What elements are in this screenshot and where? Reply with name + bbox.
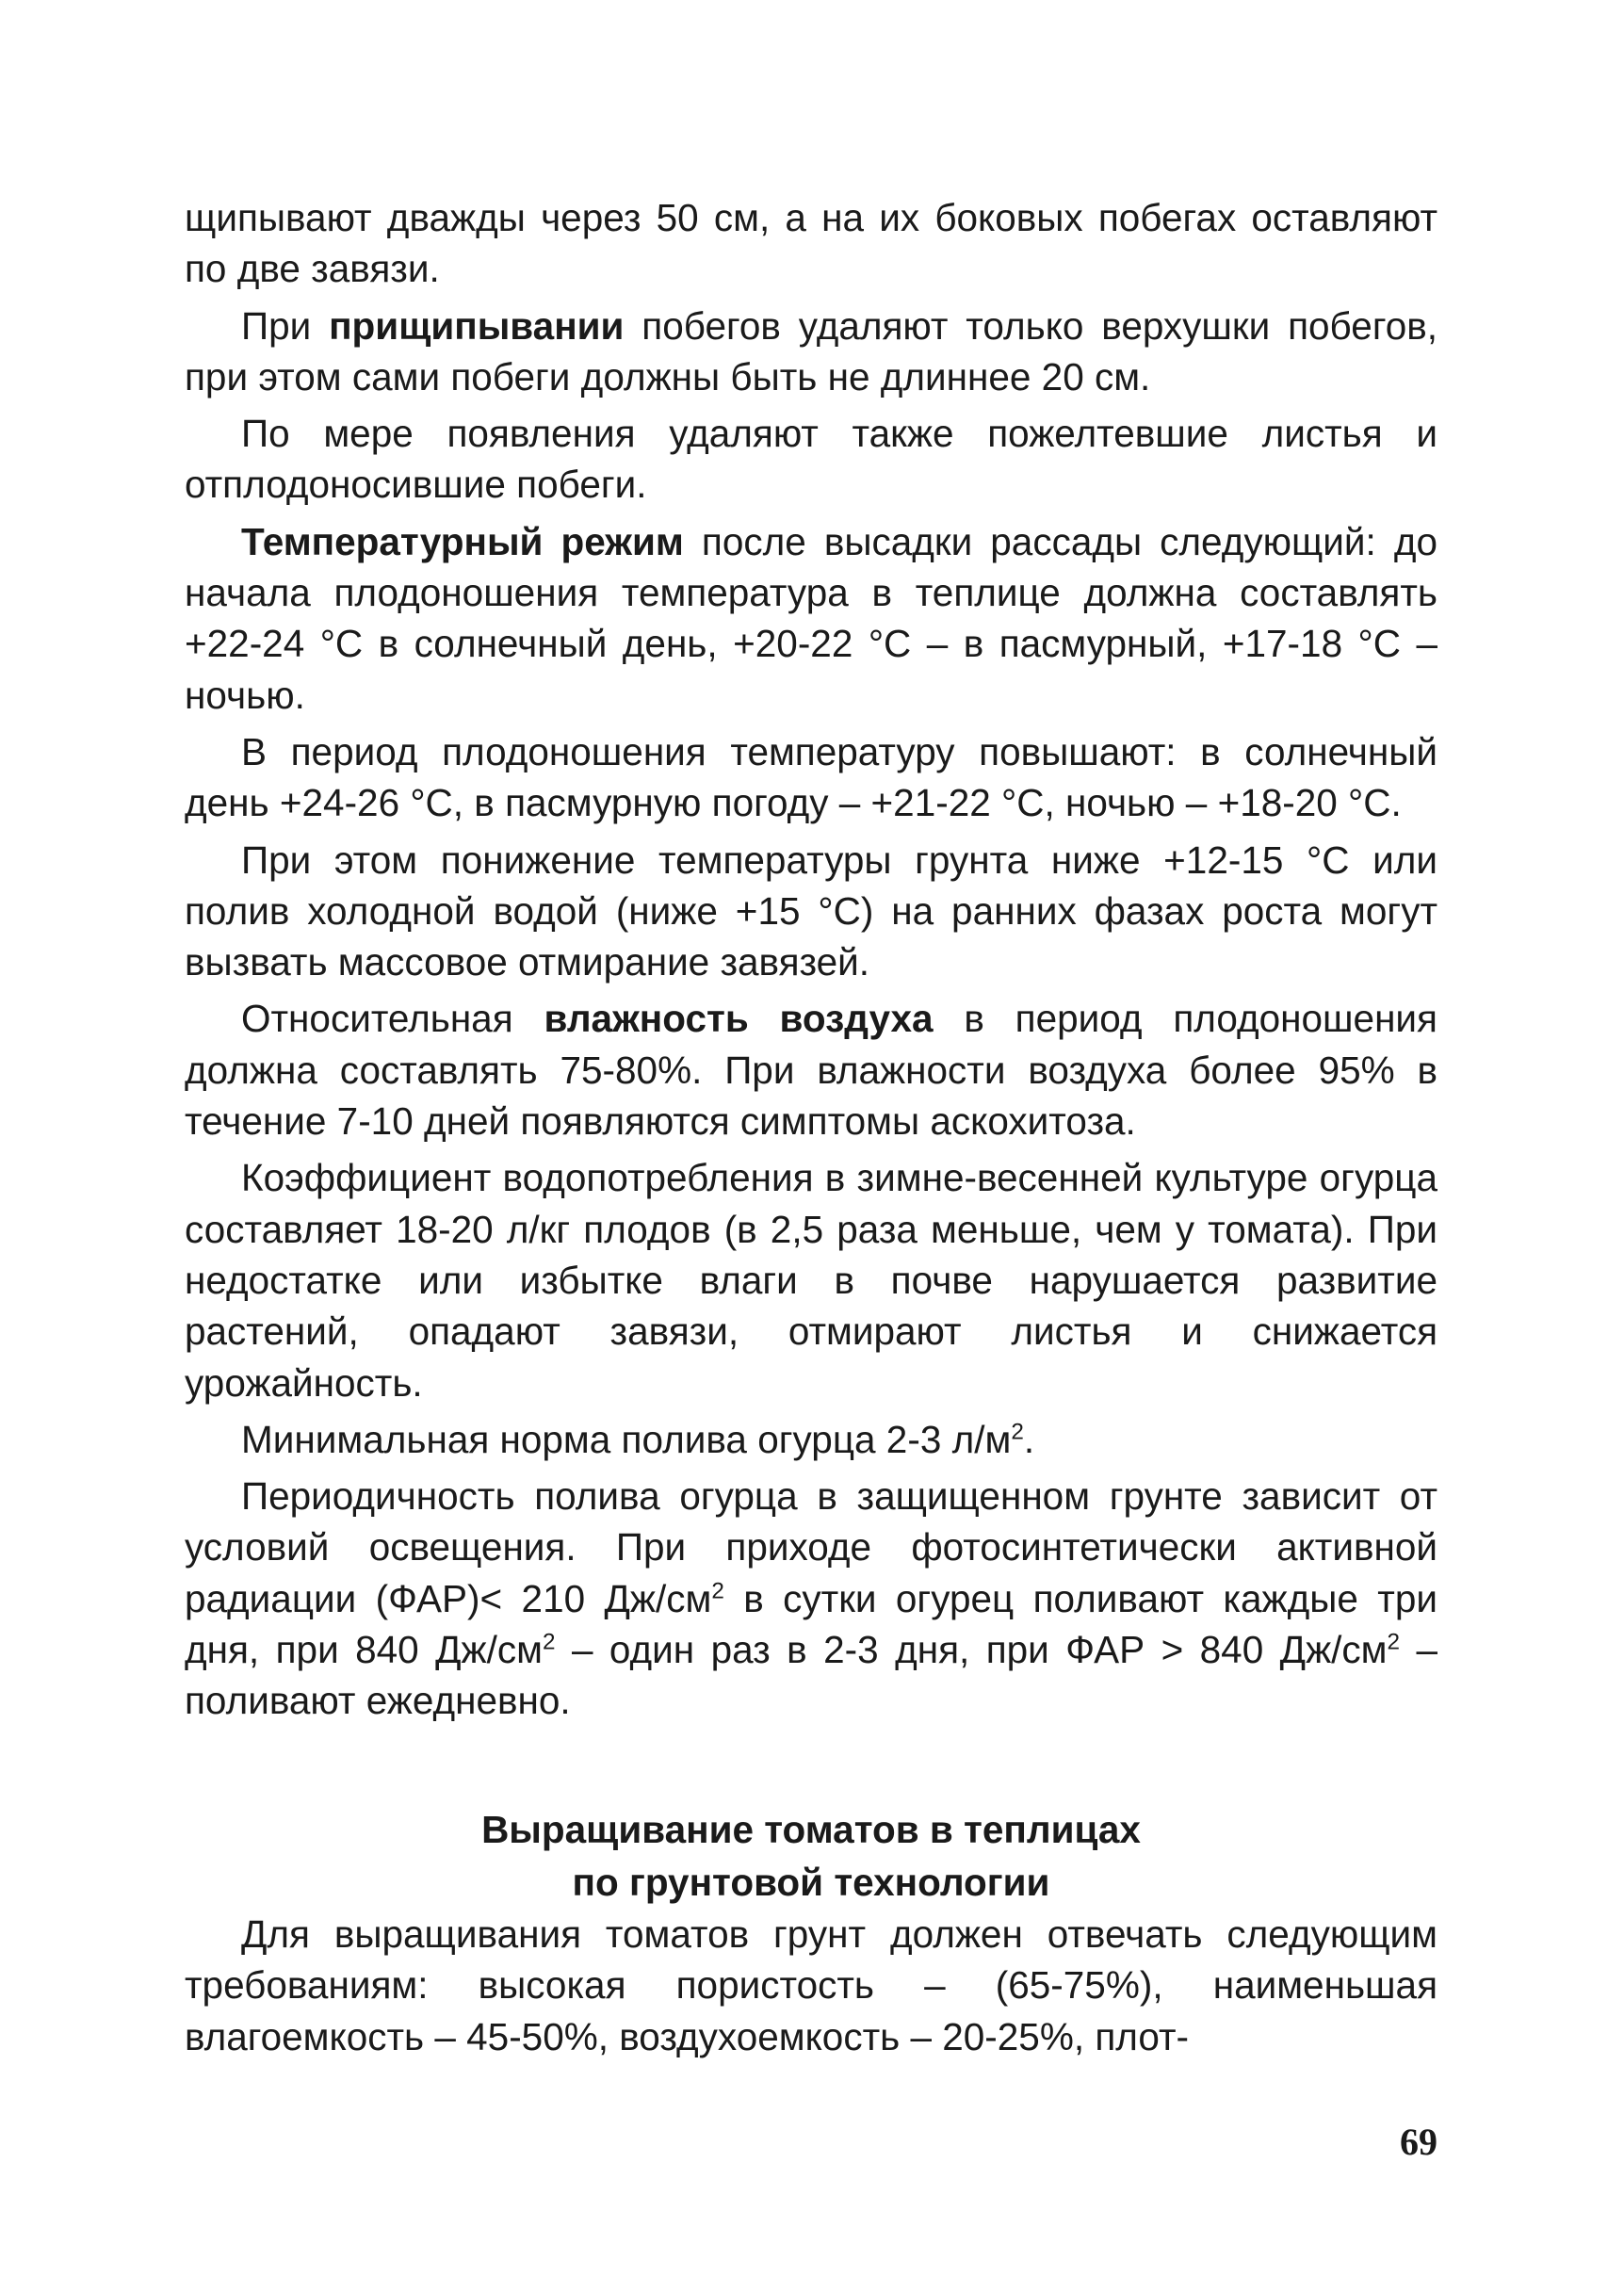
superscript: 2 [1011,1419,1024,1445]
superscript: 2 [1387,1629,1401,1655]
term-temperature-regime: Температурный режим [241,519,684,563]
paragraph-8-text: Коэффициент водопотребления в зимне-весенней культуре огурца составляет 18-20 л/кг плодов (в 2,5 раза меньше, чем у томата). При недостатке или избытке влаги в почве нарушается развитие растений, опадают завязи, отмирают листья и снижается урожайность. [185,1156,1437,1405]
paragraph-10-text-d: – поливают ежедневно. [185,1628,1438,1723]
paragraph-9 [185,1414,1437,1465]
section-heading-line-1: Выращивание томатов в теплицах [481,1808,1141,1851]
paragraph-2-text: побегов удаляют только верхушки побегов, при этом сами побеги должны быть не длиннее 20 см. [185,303,1437,398]
term-air-humidity: влажность воздуха [544,997,934,1041]
page-number: 69 [1400,2121,1437,2163]
body-text-bottom [185,1909,1437,2062]
superscript: 2 [543,1629,556,1655]
paragraph-6 [185,835,1437,988]
paragraph-5-text: В период плодоношения температуру повышают: в солнечный день +24-26 °С, в пасмурную погоду – +21-22 °С, ночью – +18-20 °С. [185,729,1437,825]
paragraph-9-text: Минимальная норма полива огурца 2-3 л/м [241,1417,1012,1461]
paragraph-8 [185,1152,1437,1407]
paragraph-7 [185,993,1437,1146]
paragraph-7-text: в период плодоношения должна составлять 75-80%. При влажности воздуха более 95% в течение 7-10 дней появляются симптомы аскохитоза. [185,997,1437,1144]
paragraph-7-lead: Относительная [241,997,544,1041]
paragraph-3 [185,408,1437,511]
paragraph-4-text: после высадки рассады следующий: до начала плодоношения температура в теплице должна составлять +22-24 °С в солнечный день, +20-22 °С – в пасмурный, +17-18 °С – ночью. [185,519,1437,717]
paragraph-4 [185,516,1437,721]
body-text-top [185,192,1437,1727]
paragraph-1-text: щипывают дважды через 50 см, а на их боковых побегах оставляют по две завязи. [185,196,1437,291]
paragraph-5 [185,726,1437,829]
paragraph-10-text-c: – один раз в 2-3 дня, при ФАР > 840 Дж/см [555,1628,1388,1672]
paragraph-3-text: По мере появления удаляют также пожелтевшие листья и отплодоносившие побеги. [185,412,1437,507]
paragraph-10 [185,1471,1437,1726]
paragraph-10-text-a: Периодичность полива огурца в защищенном грунте зависит от условий освещения. При приходе фотосинтетически активной радиации (ФАР)< 210 Дж/см [185,1474,1437,1620]
term-pinching: прищипывании [329,303,625,348]
paragraph-10-text-b: в сутки огурец поливают каждые три дня, при 840 Дж/см [185,1576,1437,1672]
section-paragraph-1-text: Для выращивания томатов грунт должен отвечать следующим требованиям: высокая пористость – (65-75%), наименьшая влагоемкость – 45-50%, воздухоемкость – 20-25%, плот- [185,1912,1437,2058]
superscript: 2 [711,1578,724,1604]
section-heading [185,1803,1437,1909]
section-paragraph-1 [185,1909,1437,2062]
paragraph-2 [185,301,1437,403]
paragraph-6-text: При этом понижение температуры грунта ниже +12-15 °С или полив холодной водой (ниже +15 °С) на ранних фазах роста могут вызвать массовое отмирание завязей. [185,838,1437,984]
section-heading-line-2: по грунтовой технологии [572,1861,1050,1904]
paragraph-1 [185,192,1437,295]
paragraph-9-end: . [1023,1417,1035,1461]
paragraph-2-lead: При [241,303,330,348]
